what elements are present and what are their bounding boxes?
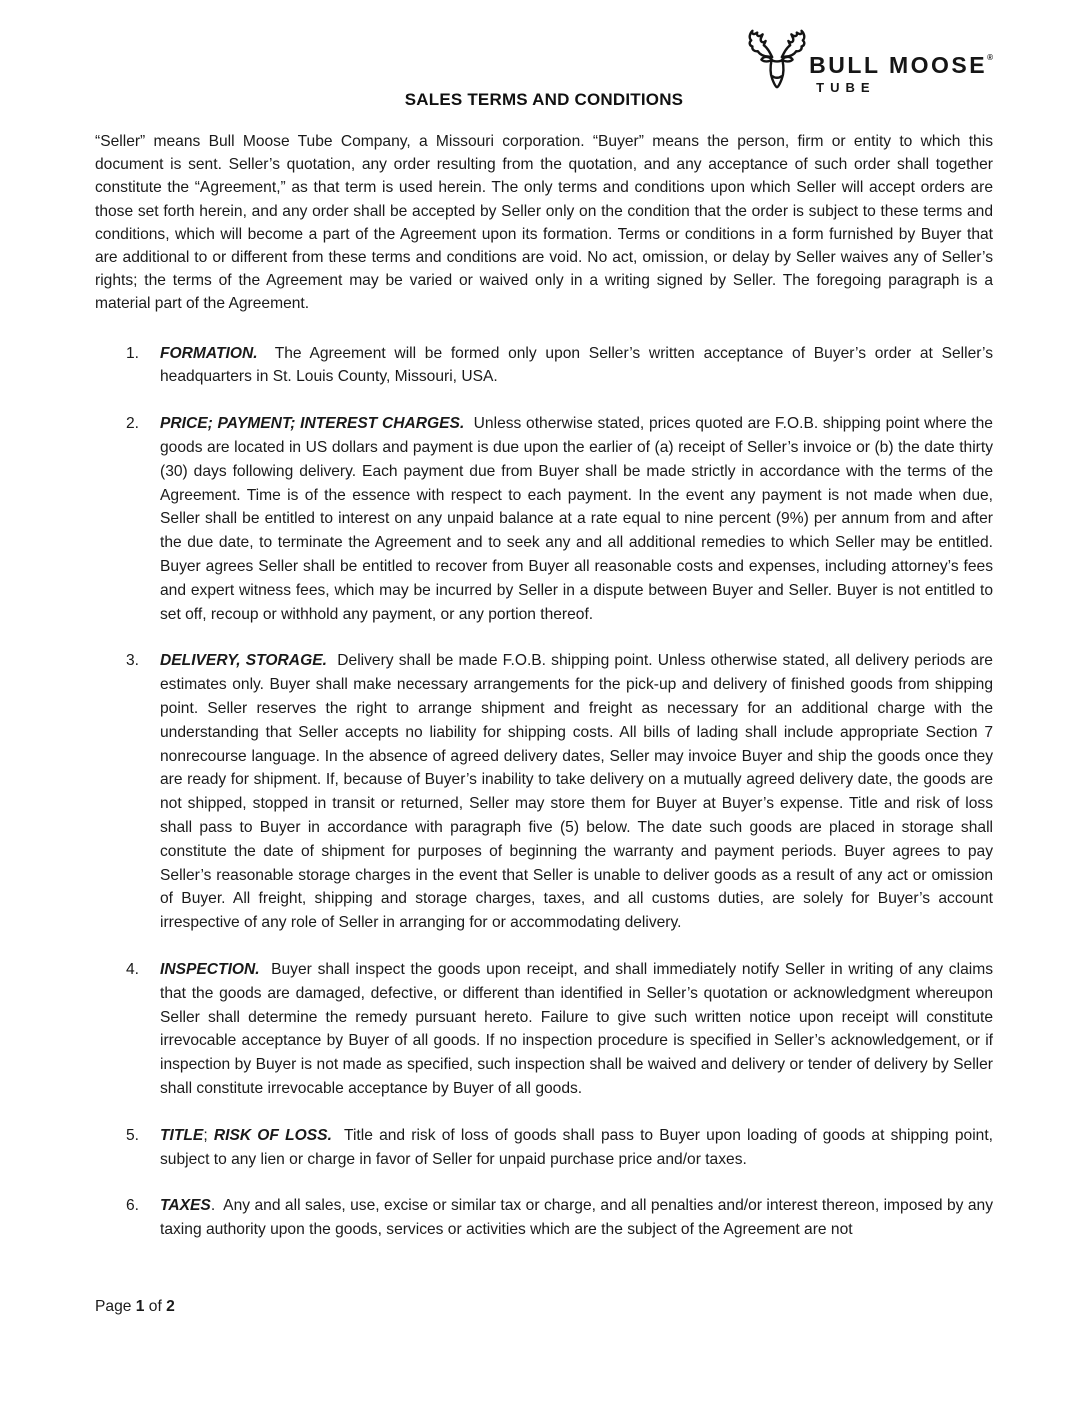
- trademark-symbol: ®: [987, 53, 993, 62]
- footer-prefix: Page: [95, 1298, 136, 1315]
- item-number: 5.: [126, 1126, 140, 1144]
- item-text: DELIVERY, STORAGE. Delivery shall be made F.O.B. shipping point. Unless otherwise stated, all delivery periods are estimates only. Buyer shall make necessary arrangements for the pick-up and delivery of finished goods from shipping point. Seller reserves the right to arrange shipment and freight as necessary for an additional charge with the understanding that Seller accepts no liability for shipping costs. All bills of lading shall include appropriate Section 7 nonrecourse language. In the absence of agreed delivery dates, Seller may invoice Buyer and ship the goods once they are ready for shipment. If, because of Buyer’s inability to take delivery on a mutually agreed delivery date, the goods are not shipped, stopped in transit or returned, Seller may store them for Buyer at Buyer’s expense. Title and risk of loss shall pass to Buyer in accordance with paragraph five (5) below. The date such goods are placed in storage shall constitute the date of shipment for purposes of beginning the warranty and payment periods. Buyer agrees to pay Seller’s reasonable storage charges in the event that Seller is unable to deliver goods as a result of any act or omission of Buyer. All freight, shipping and storage charges, taxes, and all customs duties, are solely for Buyer’s account irrespective of any role of Seller in arranging for or accommodating delivery.: [160, 652, 993, 932]
- item-text: TAXES. Any and all sales, use, excise or similar tax or charge, and all penalties and/or interest thereon, imposed by any taxing authority upon the goods, services or activities which are the subject of the Agreement are not: [160, 1197, 993, 1239]
- item-number: 3.: [126, 652, 140, 670]
- logo-sub-name: TUBE: [816, 80, 876, 95]
- terms-item: [95, 412, 993, 626]
- footer-total-pages: 2: [166, 1298, 175, 1315]
- item-number: 2.: [126, 415, 140, 433]
- item-text: FORMATION. The Agreement will be formed only upon Seller’s written acceptance of Buyer’s order at Seller’s headquarters in St. Louis County, Missouri, USA.: [160, 344, 993, 386]
- item-number: 1.: [126, 344, 140, 362]
- page-footer: [95, 1298, 175, 1316]
- terms-item: [95, 649, 993, 935]
- item-number: 4.: [126, 960, 140, 978]
- terms-list: [95, 342, 993, 1242]
- moose-head-icon: [747, 26, 807, 97]
- terms-item: [95, 342, 993, 390]
- footer-separator: of: [144, 1298, 167, 1315]
- logo-brand-name: BULL MOOSE®: [809, 52, 993, 78]
- terms-item: [95, 958, 993, 1101]
- terms-item: [95, 1194, 993, 1242]
- item-text: TITLE; RISK OF LOSS. Title and risk of loss of goods shall pass to Buyer upon loading of goods at shipping point, subject to any lien or charge in favor of Seller for unpaid purchase price and/or taxes.: [160, 1126, 994, 1168]
- intro-paragraph: “Seller” means Bull Moose Tube Company, a Missouri corporation. “Buyer” means the person, firm or entity to which this document is sent. Seller’s quotation, any order resulting from the quotation, and any acceptance of such order shall together constitute the “Agreement,” as that term is used herein. The only terms and conditions upon which Seller will accept orders are those set forth herein, and any order shall be accepted by Seller only on the condition that the order is subject to these terms and conditions, which will become a part of the Agreement upon its formation. Terms or conditions in a form furnished by Buyer that are additional to or different from these terms and conditions are void. No act, omission, or delay by Seller waives any of Seller’s rights; the terms of the Agreement may be varied or waived only in a writing signed by Seller. The foregoing paragraph is a material part of the Agreement.: [95, 133, 993, 313]
- item-text: INSPECTION. Buyer shall inspect the goods upon receipt, and shall immediately notify Seller in writing of any claims that the goods are damaged, defective, or different than identified in Seller’s quotation or acknowledgment whereupon Seller shall determine the remedy pursuant hereto. Failure to give such written notice upon receipt will constitute irrevocable acceptance by Buyer of all goods. If no inspection procedure is specified in Seller’s acknowledgement, or if inspection by Buyer is not made as specified, such inspection shall be waived and delivery or tender of delivery by Seller shall constitute irrevocable acceptance by Buyer of all goods.: [160, 960, 993, 1097]
- bull-moose-logo: [747, 26, 993, 97]
- page-title: SALES TERMS AND CONDITIONS: [404, 90, 684, 109]
- logo-text: [809, 54, 993, 97]
- footer-page-number: 1: [135, 1298, 145, 1315]
- item-text: PRICE; PAYMENT; INTEREST CHARGES. Unless otherwise stated, prices quoted are F.O.B. shipping point where the goods are located in US dollars and payment is due upon the earlier of (a) receipt of Seller’s invoice or (b) the date thirty (30) days following delivery. Each payment due from Buyer shall be made strictly in accordance with the terms of the Agreement. Time is of the essence with respect to each payment. In the event any payment is not made when due, Seller shall be entitled to interest on any unpaid balance at a rate equal to nine percent (9%) per annum from and after the due date, to terminate the Agreement and to seek any and all additional remedies to which Seller may be entitled. Buyer agrees Seller shall be entitled to recover from Buyer all reasonable costs and expenses, including attorney’s fees and expert witness fees, which may be incurred by Seller in a dispute between Buyer and Seller. Buyer is not entitled to set off, recoup or withhold any payment, or any portion thereof.: [160, 415, 993, 623]
- item-number: 6.: [126, 1197, 140, 1215]
- terms-item: [95, 1124, 993, 1172]
